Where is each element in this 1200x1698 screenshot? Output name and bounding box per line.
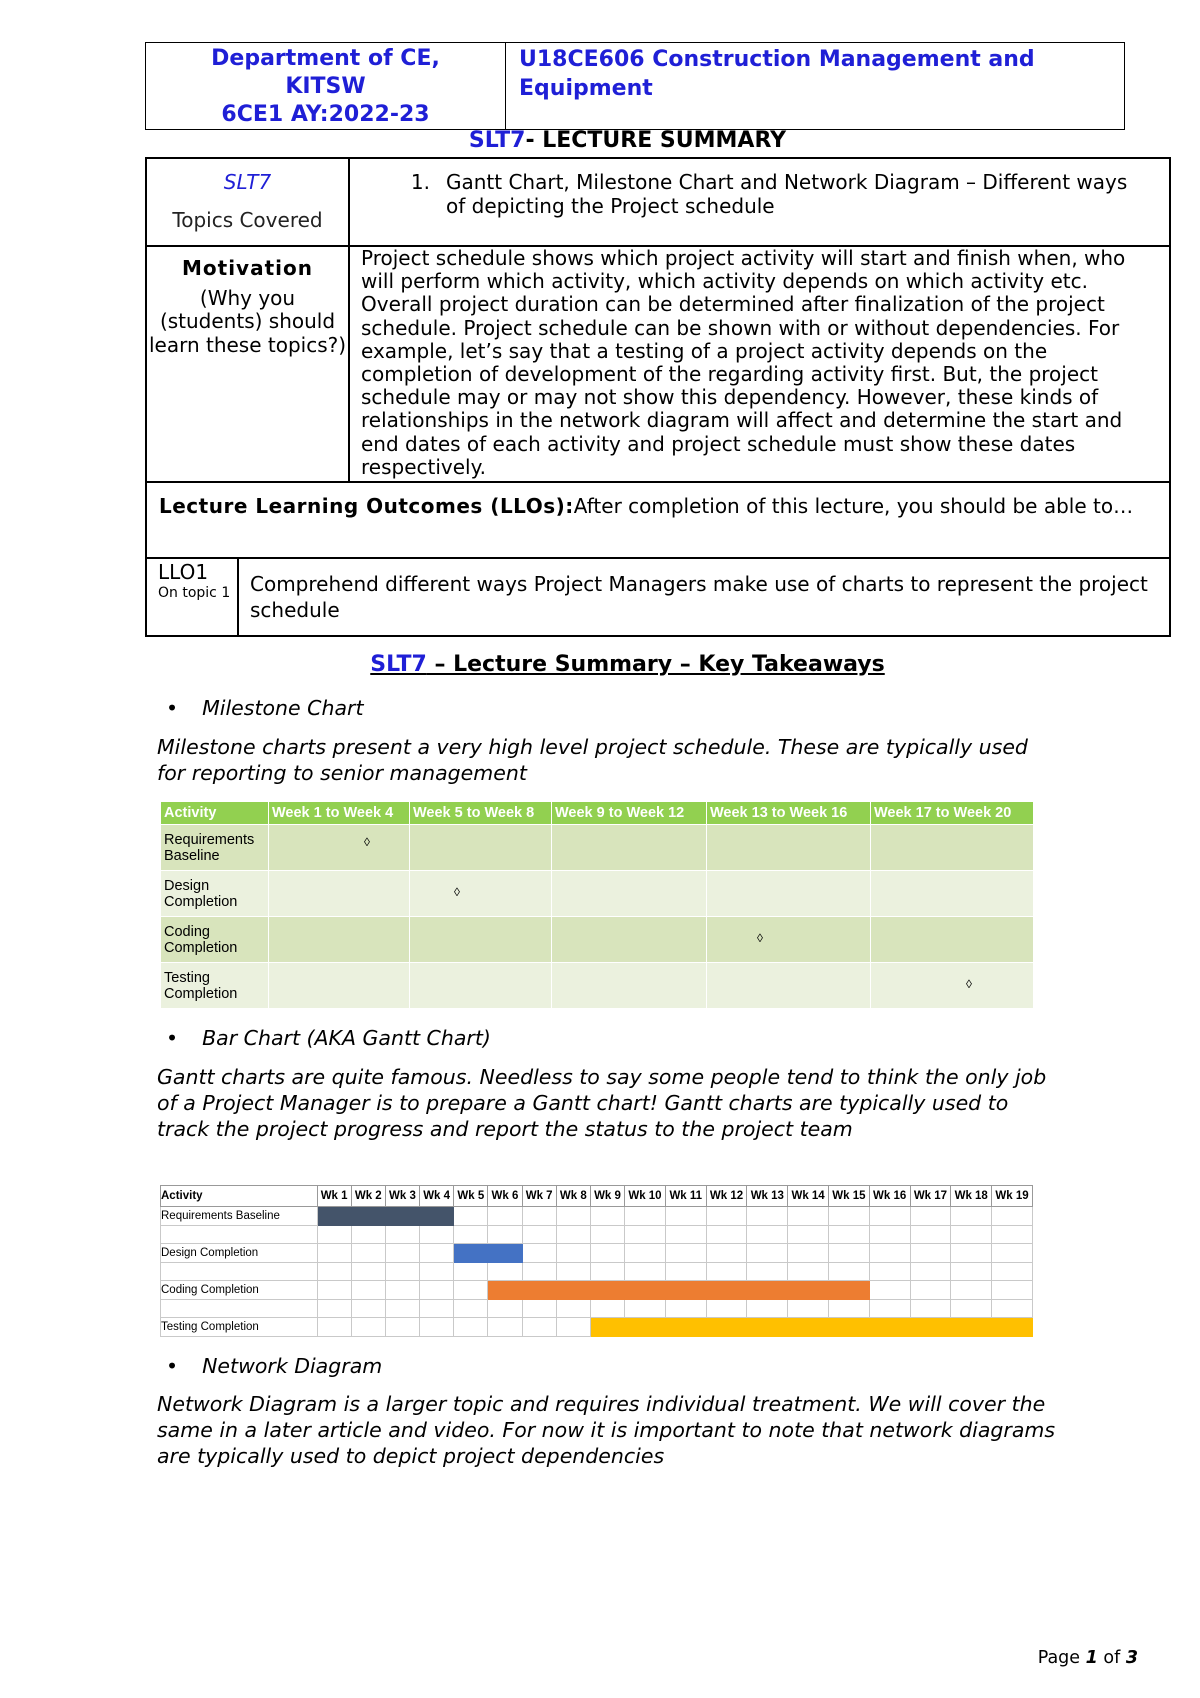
bullet-network: • Network Diagram: [166, 1354, 383, 1378]
gantt-empty-cell: [625, 1207, 666, 1226]
gantt-week-header: Wk 6: [488, 1186, 522, 1207]
takeaways-title-text: – Lecture Summary – Key Takeaways: [426, 652, 885, 677]
ms-header-week-13-16: Week 13 to Week 16: [707, 802, 871, 825]
network-bullet-label: Network Diagram: [202, 1354, 383, 1378]
gantt-empty-cell: [706, 1244, 747, 1263]
gantt-week-header: Wk 16: [869, 1186, 910, 1207]
topic-text: Gantt Chart, Milestone Chart and Network Diagram – Different ways of depicting the Project schedule: [446, 170, 1128, 218]
gantt-week-header: Wk 7: [522, 1186, 556, 1207]
milestone-marker: ◊: [966, 977, 972, 991]
gantt-week-header: Wk 2: [351, 1186, 385, 1207]
gantt-empty-cell: [869, 1244, 910, 1263]
gantt-bar-segment: [747, 1318, 788, 1337]
gantt-week-header: Wk 14: [788, 1186, 829, 1207]
motivation-subtitle: (Why you (students) should learn these topics?): [148, 285, 347, 357]
gantt-empty-cell: [454, 1207, 488, 1226]
gantt-bar-segment: [951, 1318, 992, 1337]
ms-header-week-5-8: Week 5 to Week 8: [410, 802, 552, 825]
gantt-bar-segment: [556, 1281, 590, 1300]
gantt-empty-cell: [317, 1244, 351, 1263]
gantt-empty-cell: [351, 1318, 385, 1337]
gantt-week-header: Wk 10: [625, 1186, 666, 1207]
topics-label: Topics Covered: [172, 207, 323, 232]
gantt-empty-cell: [910, 1207, 951, 1226]
topics-cell: [146, 158, 349, 246]
summary-table: [145, 157, 1171, 637]
gantt-header-activity: Activity: [161, 1186, 318, 1207]
department-info: [146, 43, 506, 129]
gantt-empty-cell: [992, 1281, 1033, 1300]
ms-activity: Testing Completion: [161, 963, 269, 1009]
topic-list-cell: [349, 158, 1170, 246]
gantt-bar-segment: [385, 1207, 419, 1226]
gantt-bar-segment: [828, 1318, 869, 1337]
gantt-empty-cell: [910, 1281, 951, 1300]
gantt-empty-cell: [788, 1207, 829, 1226]
gantt-empty-cell: [317, 1318, 351, 1337]
gantt-empty-cell: [385, 1244, 419, 1263]
llo-intro: After completion of this lecture, you should be able to…: [573, 494, 1134, 518]
gantt-empty-cell: [454, 1318, 488, 1337]
gantt-task-name: Testing Completion: [161, 1318, 318, 1337]
dept-line-1: Department of CE,: [211, 46, 440, 71]
milestone-chart: [160, 801, 1034, 1009]
dept-line-3: 6CE1 AY:2022-23: [221, 102, 430, 127]
ms-row-testing: [161, 963, 1034, 1009]
gantt-empty-cell: [747, 1207, 788, 1226]
course-title: U18CE606 Construction Management and Equipment: [519, 47, 1035, 101]
gantt-bar-segment: [747, 1281, 788, 1300]
gantt-empty-cell: [385, 1318, 419, 1337]
gantt-empty-cell: [556, 1318, 590, 1337]
takeaways-title: [0, 652, 1200, 677]
gantt-empty-cell: [828, 1207, 869, 1226]
ms-activity: Design Completion: [161, 871, 269, 917]
slt-code: SLT7: [468, 128, 526, 153]
gantt-empty-cell: [590, 1244, 624, 1263]
gantt-task-name: Design Completion: [161, 1244, 318, 1263]
ms-header-week-9-12: Week 9 to Week 12: [552, 802, 707, 825]
gantt-empty-cell: [747, 1244, 788, 1263]
gantt-bar-segment: [706, 1281, 747, 1300]
gantt-spacer-row: [161, 1225, 1033, 1244]
gantt-week-header: Wk 15: [828, 1186, 869, 1207]
gantt-bar-segment: [351, 1207, 385, 1226]
gantt-empty-cell: [420, 1244, 454, 1263]
gantt-empty-cell: [454, 1281, 488, 1300]
gantt-spacer-row: [161, 1299, 1033, 1318]
gantt-bar-segment: [488, 1281, 522, 1300]
gantt-bar-segment: [665, 1281, 706, 1300]
motivation-text: Project schedule shows which project activity will start and finish when, who will perform which activity, which activity depends on which activity etc. Overall project duration can be determined after finalization of the project schedule. Project schedule can be shown with or without dependencies. For example, let’s say that a testing of a project activity depends on the completion of development of the regarding activity first. But, the project schedule may or may not show this dependency. However, these kinds of relationships in the network diagram will affect and determine the start and end dates of each activity and project schedule must show these dates respectively.: [349, 246, 1170, 482]
gantt-week-header: Wk 4: [420, 1186, 454, 1207]
header-box: [145, 42, 1125, 130]
gantt-task-name: Requirements Baseline: [161, 1207, 318, 1226]
gantt-bar-segment: [317, 1207, 351, 1226]
milestone-description: Milestone charts present a very high level project schedule. These are typically used for reporting to senior management: [157, 735, 1028, 785]
gantt-week-header: Wk 11: [665, 1186, 706, 1207]
gantt-empty-cell: [869, 1207, 910, 1226]
gantt-empty-cell: [828, 1244, 869, 1263]
gantt-week-header: Wk 8: [556, 1186, 590, 1207]
gantt-bar-segment: [590, 1281, 624, 1300]
ms-activity: Coding Completion: [161, 917, 269, 963]
gantt-week-header: Wk 5: [454, 1186, 488, 1207]
gantt-empty-cell: [665, 1244, 706, 1263]
page-total: 3: [1125, 1648, 1138, 1668]
gantt-empty-cell: [522, 1207, 556, 1226]
gantt-empty-cell: [420, 1318, 454, 1337]
gantt-empty-cell: [992, 1207, 1033, 1226]
llo-header-cell: [146, 482, 1170, 558]
gantt-empty-cell: [385, 1281, 419, 1300]
milestone-marker: ◊: [364, 835, 370, 849]
network-description: Network Diagram is a larger topic and requires individual treatment. We will cover the same in a later article and video. For now it is important to note that network diagrams are typically used to depict project dependencies: [157, 1392, 1056, 1468]
gantt-empty-cell: [420, 1281, 454, 1300]
gantt-empty-cell: [317, 1281, 351, 1300]
gantt-bar-segment: [665, 1318, 706, 1337]
gantt-empty-cell: [351, 1244, 385, 1263]
gantt-empty-cell: [665, 1207, 706, 1226]
gantt-empty-cell: [522, 1244, 556, 1263]
gantt-bar-segment: [625, 1281, 666, 1300]
gantt-bar-segment: [869, 1318, 910, 1337]
gantt-empty-cell: [488, 1207, 522, 1226]
ms-row-design: [161, 871, 1034, 917]
lecture-summary-label: - LECTURE SUMMARY: [525, 128, 787, 153]
page-number: 1: [1085, 1648, 1098, 1668]
llo1-row: [146, 558, 1169, 636]
motivation-cell: [146, 246, 349, 482]
milestone-marker: ◊: [757, 931, 763, 945]
ms-header-week-1-4: Week 1 to Week 4: [269, 802, 410, 825]
gantt-empty-cell: [706, 1207, 747, 1226]
motivation-label: Motivation: [182, 256, 313, 280]
gantt-week-header: Wk 12: [706, 1186, 747, 1207]
gantt-bar-segment: [788, 1281, 829, 1300]
gantt-header-row: [161, 1186, 1033, 1207]
bullet-gantt: • Bar Chart (AKA Gantt Chart): [166, 1026, 491, 1050]
gantt-empty-cell: [910, 1244, 951, 1263]
gantt-bar-segment: [522, 1281, 556, 1300]
gantt-bar-segment: [625, 1318, 666, 1337]
gantt-bar-segment: [706, 1318, 747, 1337]
gantt-bar-segment: [590, 1318, 624, 1337]
gantt-week-header: Wk 17: [910, 1186, 951, 1207]
gantt-week-header: Wk 13: [747, 1186, 788, 1207]
gantt-spacer-row: [161, 1262, 1033, 1281]
gantt-week-header: Wk 9: [590, 1186, 624, 1207]
llo1-topic: On topic 1: [158, 584, 231, 601]
gantt-description: Gantt charts are quite famous. Needless to say some people tend to think the only job of a Project Manager is to prepare a Gantt chart! Gantt charts are typically used to track the project progress and report the status to the project team: [157, 1065, 1047, 1141]
gantt-bar-segment: [454, 1244, 488, 1263]
milestone-marker: ◊: [454, 885, 460, 899]
gantt-empty-cell: [556, 1244, 590, 1263]
ms-row-coding: [161, 917, 1034, 963]
gantt-empty-cell: [951, 1281, 992, 1300]
gantt-bullet-label: Bar Chart (AKA Gantt Chart): [202, 1026, 491, 1050]
lecture-summary-title: [0, 128, 1200, 153]
llo1-text: Comprehend different ways Project Managers make use of charts to represent the project schedule: [250, 572, 1148, 622]
topic-number: 1.: [410, 170, 430, 194]
gantt-task-row: [161, 1207, 1033, 1226]
gantt-week-header: Wk 3: [385, 1186, 419, 1207]
ms-activity: Requirements Baseline: [161, 825, 269, 871]
gantt-empty-cell: [351, 1281, 385, 1300]
ms-header-week-17-20: Week 17 to Week 20: [871, 802, 1034, 825]
gantt-empty-cell: [992, 1244, 1033, 1263]
gantt-empty-cell: [625, 1244, 666, 1263]
gantt-task-name: Coding Completion: [161, 1281, 318, 1300]
gantt-empty-cell: [522, 1318, 556, 1337]
gantt-bar-segment: [992, 1318, 1033, 1337]
takeaways-code: SLT7: [370, 652, 427, 677]
gantt-empty-cell: [951, 1207, 992, 1226]
gantt-empty-cell: [556, 1207, 590, 1226]
gantt-week-header: Wk 19: [992, 1186, 1033, 1207]
ms-header-activity: Activity: [161, 802, 269, 825]
gantt-bar-segment: [420, 1207, 454, 1226]
gantt-empty-cell: [788, 1244, 829, 1263]
gantt-empty-cell: [869, 1281, 910, 1300]
gantt-task-row: [161, 1318, 1033, 1337]
llo1-label: LLO1: [158, 560, 209, 584]
llo-heading: Lecture Learning Outcomes (LLOs):: [159, 494, 574, 518]
gantt-empty-cell: [590, 1207, 624, 1226]
gantt-week-header: Wk 1: [317, 1186, 351, 1207]
ms-row-requirements: [161, 825, 1034, 871]
gantt-bar-segment: [910, 1318, 951, 1337]
gantt-chart: [160, 1185, 1033, 1337]
gantt-bar-segment: [828, 1281, 869, 1300]
gantt-bar-segment: [788, 1318, 829, 1337]
gantt-task-row: [161, 1244, 1033, 1263]
gantt-empty-cell: [488, 1318, 522, 1337]
gantt-bar-segment: [488, 1244, 522, 1263]
page-footer: Page 1 of 3: [1037, 1648, 1138, 1668]
llo1-label-cell: [147, 559, 239, 635]
milestone-bullet-label: Milestone Chart: [202, 696, 364, 720]
gantt-week-header: Wk 18: [951, 1186, 992, 1207]
dept-line-2: KITSW: [285, 74, 366, 99]
slt-code-cell: SLT7: [223, 170, 272, 194]
gantt-empty-cell: [951, 1244, 992, 1263]
milestone-header-row: [161, 802, 1034, 825]
gantt-task-row: [161, 1281, 1033, 1300]
bullet-milestone: • Milestone Chart: [166, 696, 364, 720]
